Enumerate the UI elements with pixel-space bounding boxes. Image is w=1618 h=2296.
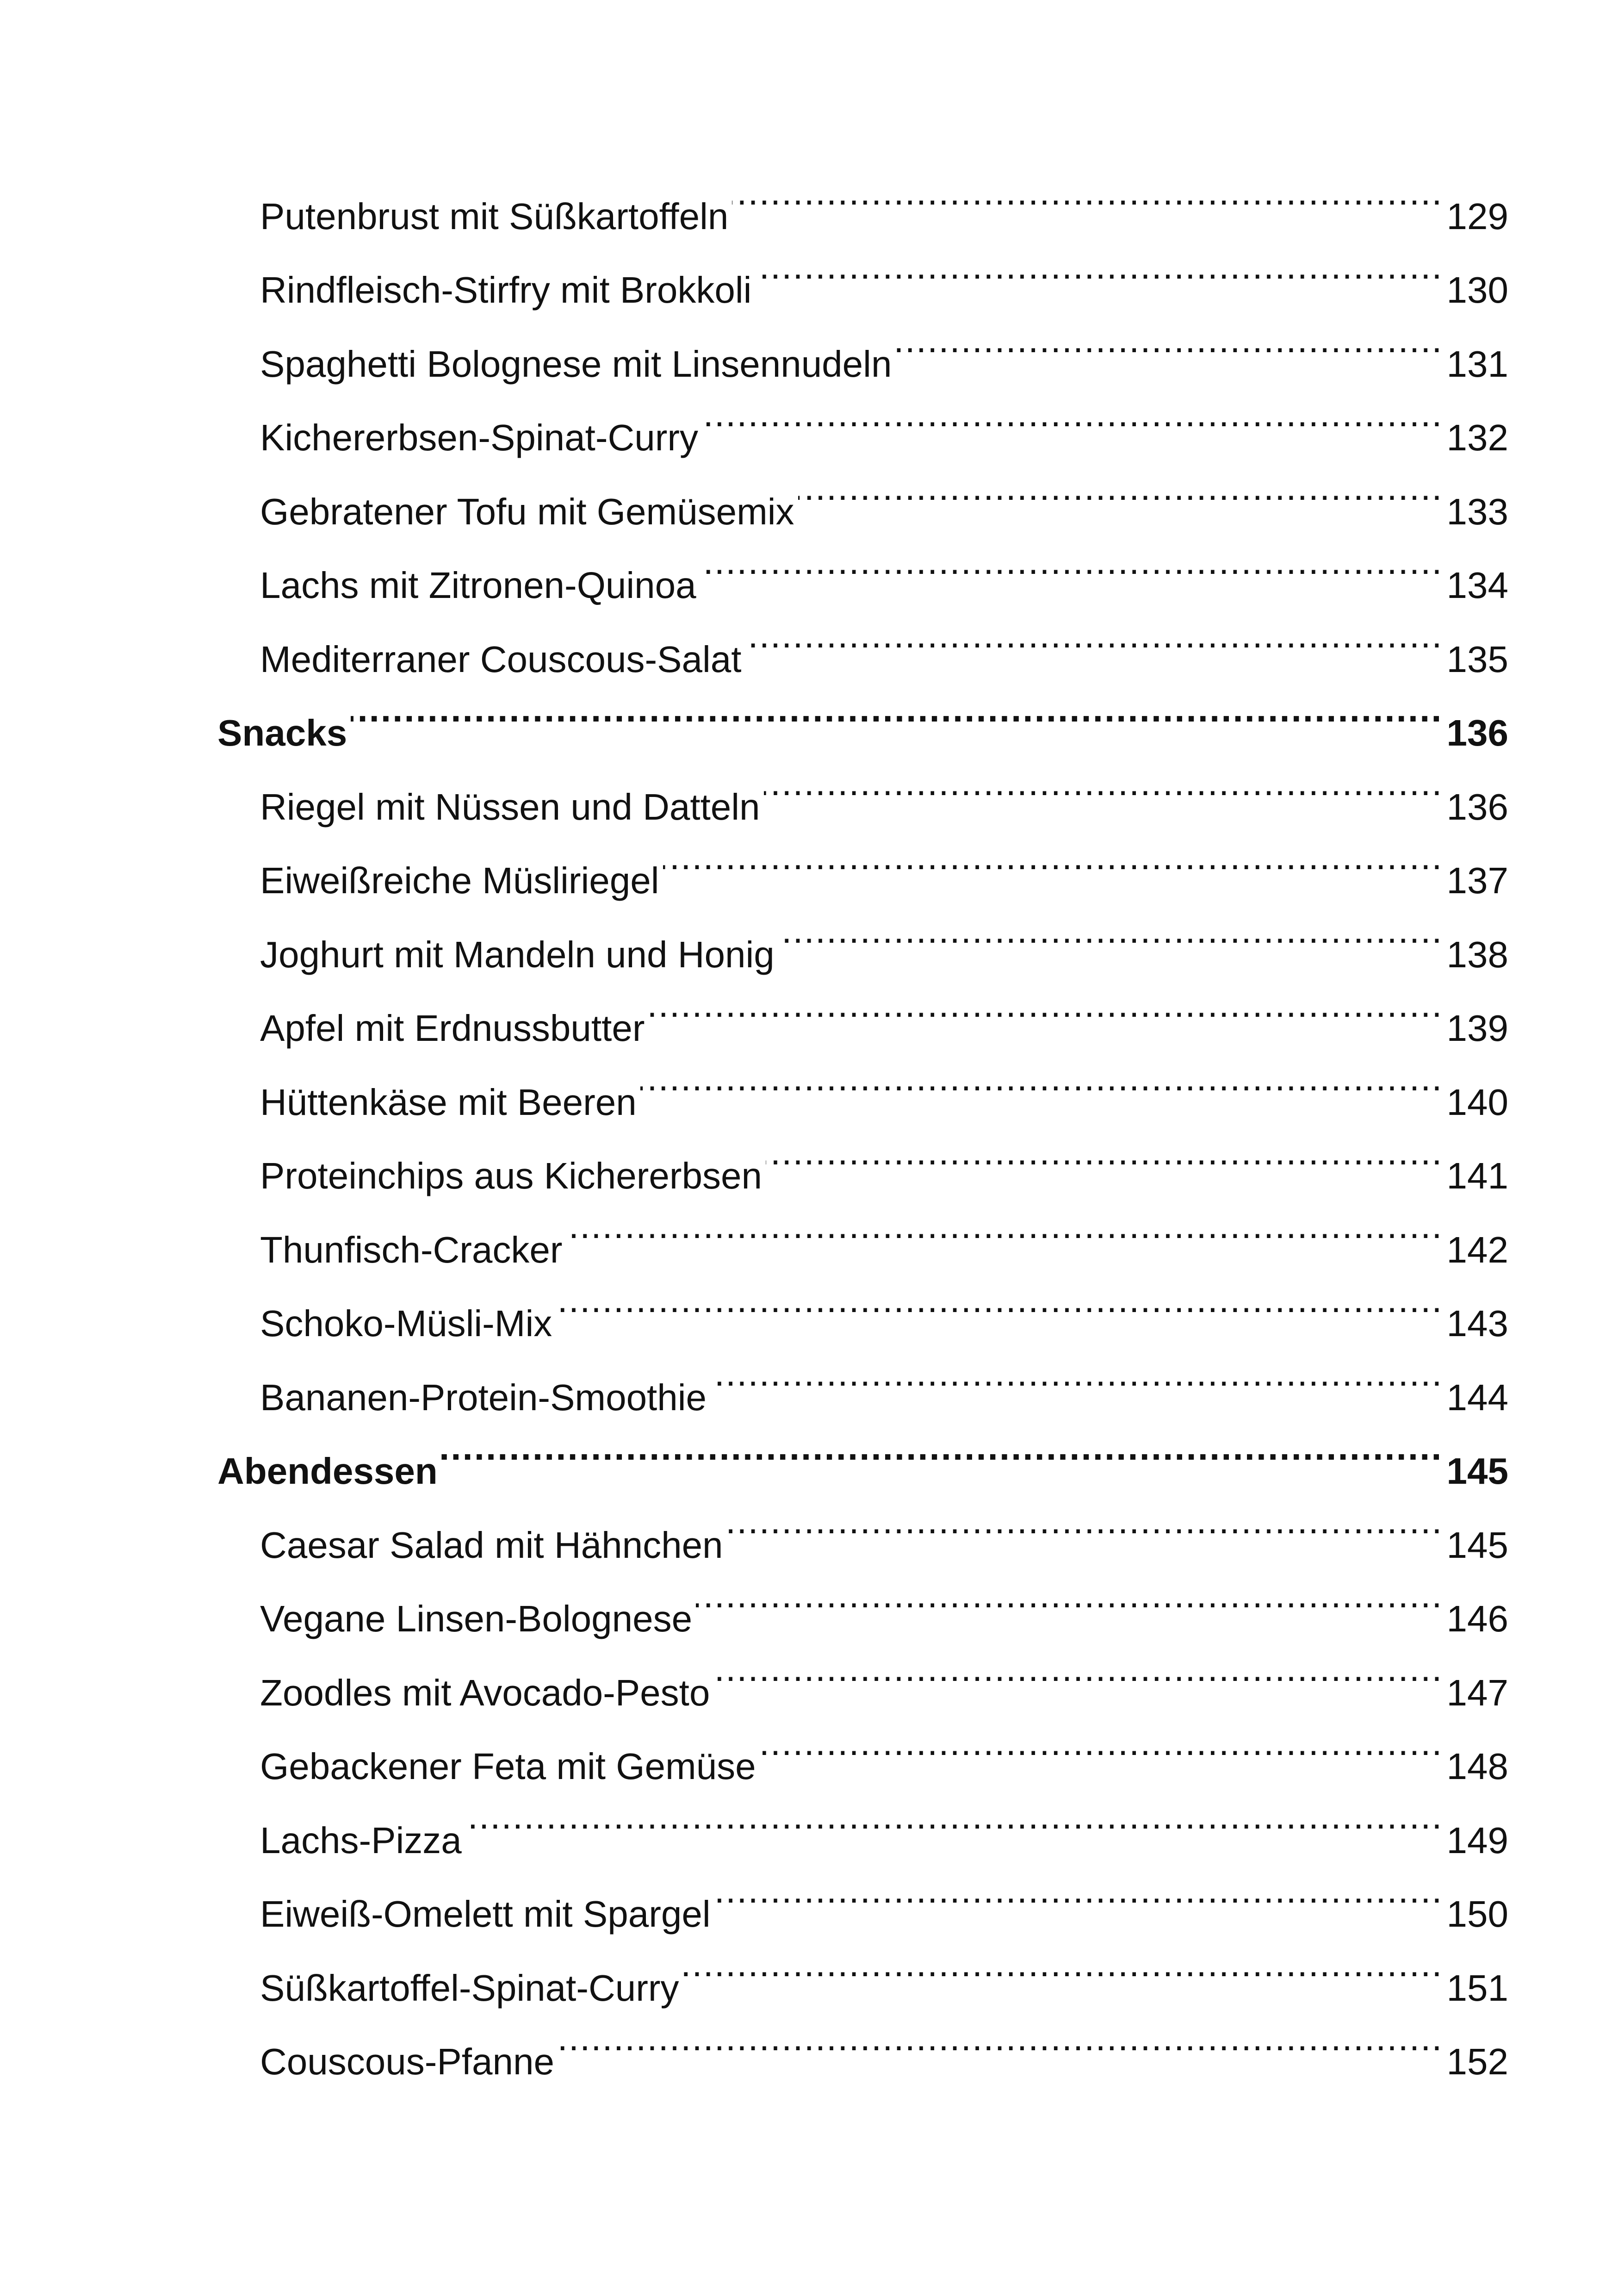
entry-title: Thunfisch-Cracker [260,1229,563,1270]
dot-leader [702,377,1443,451]
page-number: 134 [1446,565,1508,606]
page-number: 150 [1446,1893,1508,1935]
dot-leader [713,1631,1443,1705]
page-number: 139 [1446,1008,1508,1049]
dot-leader [566,1188,1443,1263]
dot-leader [351,672,1443,746]
toc-entry [217,746,1508,828]
page-number: 132 [1446,417,1508,458]
page-number: 151 [1446,1967,1508,2009]
page-number: 142 [1446,1229,1508,1270]
entry-title: Riegel mit Nüssen und Datteln [260,786,760,828]
dot-leader [556,1263,1443,1337]
section-title: Snacks [217,712,347,753]
entry-title: Apfel mit Erdnussbutter [260,1008,645,1049]
page-number: 131 [1446,343,1508,385]
dot-leader [798,450,1443,524]
dot-leader [710,1336,1443,1410]
dot-leader [663,820,1443,894]
toc-section-heading [217,672,1508,753]
page-number: 129 [1446,195,1508,237]
page-number: 130 [1446,269,1508,311]
section-title: Abendessen [217,1450,438,1492]
dot-leader [732,155,1443,229]
page-number: 143 [1446,1303,1508,1344]
entry-title: Gebackener Feta mit Gemüse [260,1746,756,1787]
entry-title: Joghurt mit Mandeln und Honig [260,933,775,975]
dot-leader [766,1115,1443,1189]
dot-leader [441,1410,1443,1484]
dot-leader [683,1927,1443,2001]
entry-title: Spaghetti Bolognese mit Linsennudeln [260,343,892,385]
dot-leader [558,2001,1443,2075]
dot-leader [696,1558,1443,1632]
page-number: 136 [1446,712,1508,753]
entry-title: Zoodles mit Avocado-Pesto [260,1672,710,1713]
dot-leader [714,1853,1443,1927]
page-number: 137 [1446,860,1508,901]
page-number: 149 [1446,1819,1508,1861]
page-number: 140 [1446,1081,1508,1123]
page-number: 144 [1446,1376,1508,1418]
entry-title: Kichererbsen-Spinat-Curry [260,417,699,458]
dot-leader [760,1705,1443,1780]
entry-title: Schoko-Müsli-Mix [260,1303,552,1344]
dot-leader [745,598,1443,672]
entry-title: Caesar Salad mit Hähnchen [260,1524,723,1566]
entry-title: Putenbrust mit Süßkartoffeln [260,195,729,237]
entry-title: Lachs mit Zitronen-Quinoa [260,565,696,606]
dot-leader [764,746,1443,820]
page-number: 148 [1446,1746,1508,1787]
entry-title: Proteinchips aus Kichererbsen [260,1155,763,1196]
dot-leader [700,524,1443,598]
dot-leader [648,967,1443,1041]
page-number: 141 [1446,1155,1508,1196]
entry-title: Couscous-Pfanne [260,2041,554,2082]
dot-leader [895,303,1443,377]
page-number: 152 [1446,2041,1508,2082]
dot-leader [778,893,1443,967]
entry-title: Hüttenkäse mit Beeren [260,1081,637,1123]
toc-entry [217,155,1508,237]
entry-title: Eiweißreiche Müsliriegel [260,860,659,901]
dot-leader [465,1779,1443,1853]
entry-title: Lachs-Pizza [260,1819,462,1861]
page-number: 138 [1446,933,1508,975]
table-of-contents [217,155,1508,2082]
entry-title: Gebratener Tofu mit Gemüsemix [260,491,794,532]
page-number: 133 [1446,491,1508,532]
page-number: 136 [1446,786,1508,828]
page-number: 146 [1446,1598,1508,1639]
entry-title: Rindfleisch-Stirfry mit Brokkoli [260,269,752,311]
entry-title: Bananen-Protein-Smoothie [260,1376,707,1418]
entry-title: Vegane Linsen-Bolognese [260,1598,693,1639]
dot-leader [640,1041,1443,1115]
dot-leader [727,1484,1443,1558]
page-number: 145 [1446,1450,1508,1492]
entry-title: Mediterraner Couscous-Salat [260,638,742,680]
entry-title: Eiweiß-Omelett mit Spargel [260,1893,711,1935]
dot-leader [755,229,1443,303]
page-number: 145 [1446,1524,1508,1566]
page-number: 135 [1446,638,1508,680]
page-number: 147 [1446,1672,1508,1713]
entry-title: Süßkartoffel-Spinat-Curry [260,1967,679,2009]
